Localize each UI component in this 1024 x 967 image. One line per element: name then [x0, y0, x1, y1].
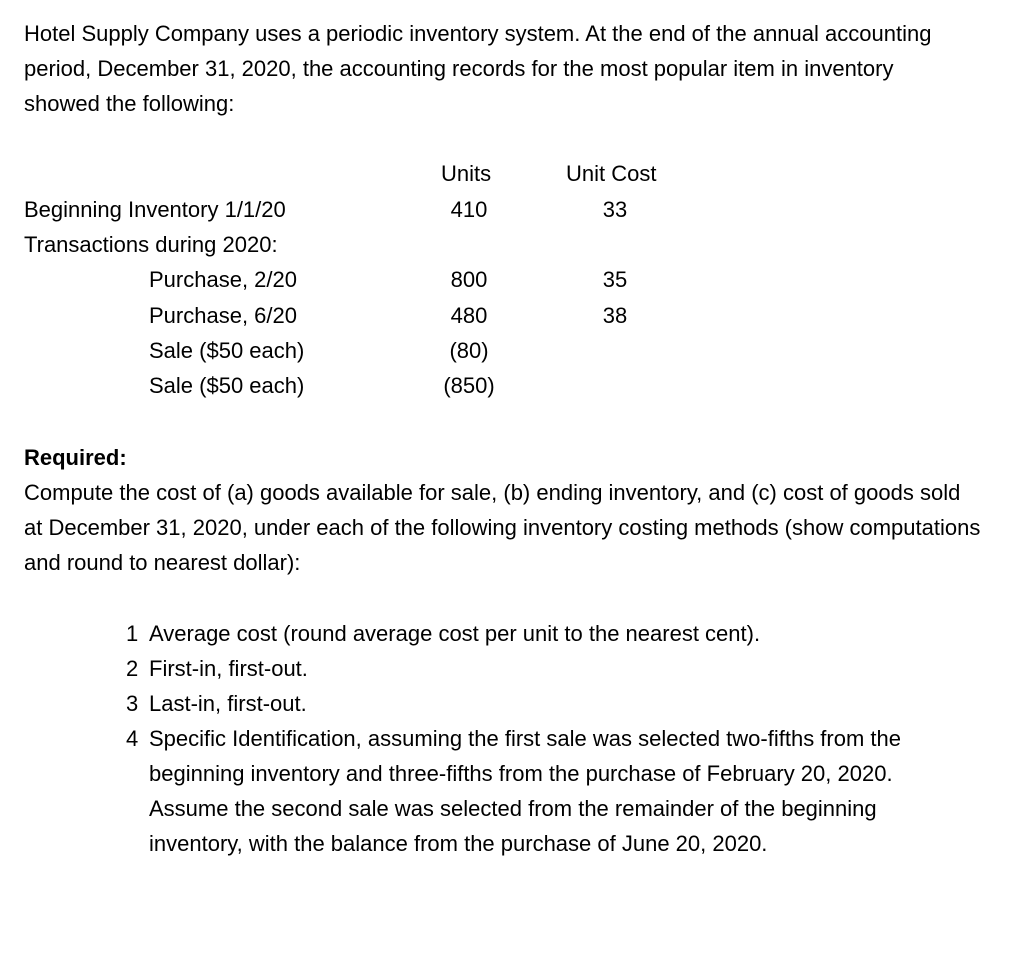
list-item-text: Average cost (round average cost per unit to the nearest cent). [149, 621, 761, 646]
list-item [126, 616, 926, 651]
row-units-sale-2: (850) [443, 373, 495, 398]
list-item-text: Specific Identification, assuming the first sale was selected two-fifths from the beginning inventory and three-fifths from the purchase of February 20, 2020. Assume the second sale was selected from the remainder of the beginning inventory, with the balance from the purchase of June 20, 2020. [149, 726, 901, 856]
list-item-text: Last-in, first-out. [149, 691, 307, 716]
required-text: Compute the cost of (a) goods available for sale, (b) ending inventory, and (c) cost of goods sold at December 31, 2020, under each of the following inventory costing methods (show computations and round to nearest dollar): [24, 480, 981, 575]
list-item-text: First-in, first-out. [149, 656, 308, 681]
row-cost-beginning-inventory: 33 [602, 197, 628, 222]
row-label-beginning-inventory: Beginning Inventory 1/1/20 [24, 197, 286, 222]
row-cost-purchase-feb: 35 [602, 267, 628, 292]
list-item-number: 1 [126, 621, 139, 646]
list-item-number: 2 [126, 656, 139, 681]
unit-cost-header: Unit Cost [566, 161, 657, 186]
row-cost-purchase-jun: 38 [602, 303, 628, 328]
units-header: Units [441, 161, 492, 186]
list-item-number: 4 [126, 726, 139, 751]
row-label-sale-2: Sale ($50 each) [149, 373, 305, 398]
row-units-beginning-inventory: 410 [450, 197, 488, 222]
list-item [126, 651, 926, 686]
inventory-table [0, 160, 1024, 410]
row-label-sale-1: Sale ($50 each) [149, 338, 305, 363]
methods-list [126, 616, 926, 861]
row-label-transactions: Transactions during 2020: [24, 232, 278, 257]
row-label-purchase-feb: Purchase, 2/20 [149, 267, 297, 292]
list-item-number: 3 [126, 691, 139, 716]
required-heading: Required: [24, 445, 127, 470]
intro-paragraph: Hotel Supply Company uses a periodic inventory system. At the end of the annual accounting period, December 31, 2020, the accounting records for the most popular item in inventory showed the following: [24, 21, 932, 116]
row-units-purchase-feb: 800 [450, 267, 488, 292]
list-item [126, 721, 926, 861]
row-units-purchase-jun: 480 [450, 303, 488, 328]
row-units-sale-1: (80) [449, 338, 489, 363]
list-item [126, 686, 926, 721]
row-label-purchase-jun: Purchase, 6/20 [149, 303, 297, 328]
